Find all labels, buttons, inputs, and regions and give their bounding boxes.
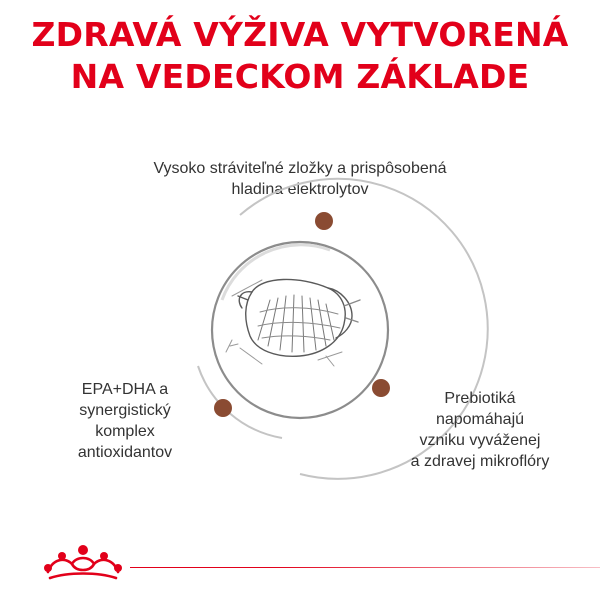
footer-divider	[130, 567, 600, 568]
benefit-top-line-2: hladina elektrolytov	[231, 181, 369, 198]
benefit-right-line-1: Prebiotiká	[444, 390, 516, 407]
lower-left-swoosh	[198, 366, 282, 438]
digestive-tract-sketch-icon	[226, 279, 360, 366]
headline-line-2: NA VEDECKOM ZÁKLADE	[70, 57, 530, 96]
headline-line-1: ZDRAVÁ VÝŽIVA VYTVORENÁ	[31, 15, 569, 54]
benefit-left-line-2: synergistický	[79, 402, 171, 419]
dot-top-right	[315, 212, 333, 230]
benefit-left-line-4: antioxidantov	[77, 444, 173, 461]
benefit-left-line-1: EPA+DHA a	[81, 381, 169, 398]
inner-ring-shade	[222, 245, 330, 300]
benefit-right-line-2: napomáhajú	[435, 411, 525, 428]
benefit-top-line-1: Vysoko stráviteľné zložky a prispôsobená	[153, 160, 447, 177]
benefit-prebiotics	[385, 388, 575, 472]
benefit-right-line-3: vzniku vyváženej	[419, 432, 541, 449]
dot-left	[214, 399, 232, 417]
benefit-antioxidants	[40, 379, 210, 463]
royal-crown-icon	[38, 538, 128, 588]
inner-ring	[212, 242, 388, 418]
benefit-right-line-4: a zdravej mikroflóry	[410, 453, 550, 470]
benefit-left-line-3: komplex	[95, 423, 155, 440]
